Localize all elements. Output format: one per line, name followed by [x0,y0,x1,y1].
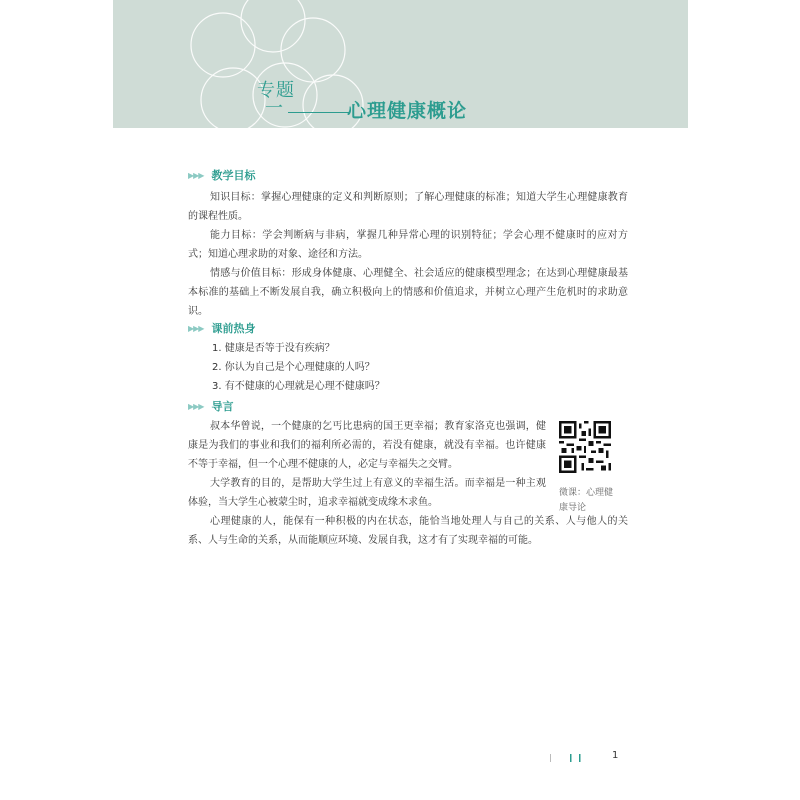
chapter-banner [113,0,688,128]
question-item: 3. 有不健康的心理就是心理不健康吗？ [212,381,385,392]
heading-text: 导言 [211,400,234,413]
heading-text: 教学目标 [211,169,256,182]
chapter-title: 心理健康概论 [347,100,468,122]
qr-code-block [559,421,619,516]
paragraph: 心理健康的人，能保有一种积极的内在状态，能恰当地处理人与自己的关系、人与他人的关系、人与生命的关系，从而能顺应环境、发展自我，这才有了实现幸福的可能。 [188,516,628,546]
section-heading [188,397,628,415]
title-divider [288,112,350,113]
triple-arrow-icon: ▶▶▶ [188,170,204,180]
qr-caption: 微课：心理健康导论 [559,488,614,513]
topic-number: 一 [265,98,283,119]
paragraph: 情感与价值目标：形成身体健康、心理健全、社会适应的健康模型理念；在达到心理健康最基本标准的基础上不断发展自我，确立积极向上的情感和价值追求，并树立心理产生危机时的求助意识。 [188,268,628,317]
question-item: 2. 你认为自己是个心理健康的人吗？ [212,362,375,373]
section-heading [188,166,628,184]
triple-arrow-icon: ▶▶▶ [188,323,204,333]
paragraph: 知识目标：掌握心理健康的定义和判断原则；了解心理健康的标准；知道大学生心理健康教育的课程性质。 [188,192,628,222]
qr-code-icon[interactable] [559,421,611,473]
section-heading [188,319,628,337]
topic-label: 专题 [257,80,295,101]
question-item: 1. 健康是否等于没有疾病？ [212,343,335,354]
triple-arrow-icon: ▶▶▶ [188,401,204,411]
heading-text: 课前热身 [211,322,256,335]
paragraph: 大学教育的目的，是帮助大学生过上有意义的幸福生活。而幸福是一种主观体验，当大学生心被蒙尘时，追求幸福就变成缘木求鱼。 [188,478,546,508]
section-goals [188,166,628,321]
paragraph: 叔本华曾说，一个健康的乞丐比患病的国王更幸福；教育家洛克也强调，健康是为我们的事业和我们的福利所必需的，若没有健康，就没有幸福。也许健康不等于幸福，但一个心理不健康的人，必定与幸福失之交臂。 [188,421,546,470]
section-warmup [188,319,628,396]
page-footer-marks [550,752,590,764]
page-number: 1 [612,750,619,761]
paragraph: 能力目标：学会判断病与非病，掌握几种异常心理的识别特征；学会心理不健康时的应对方式；知道心理求助的对象、途径和方法。 [188,230,628,260]
